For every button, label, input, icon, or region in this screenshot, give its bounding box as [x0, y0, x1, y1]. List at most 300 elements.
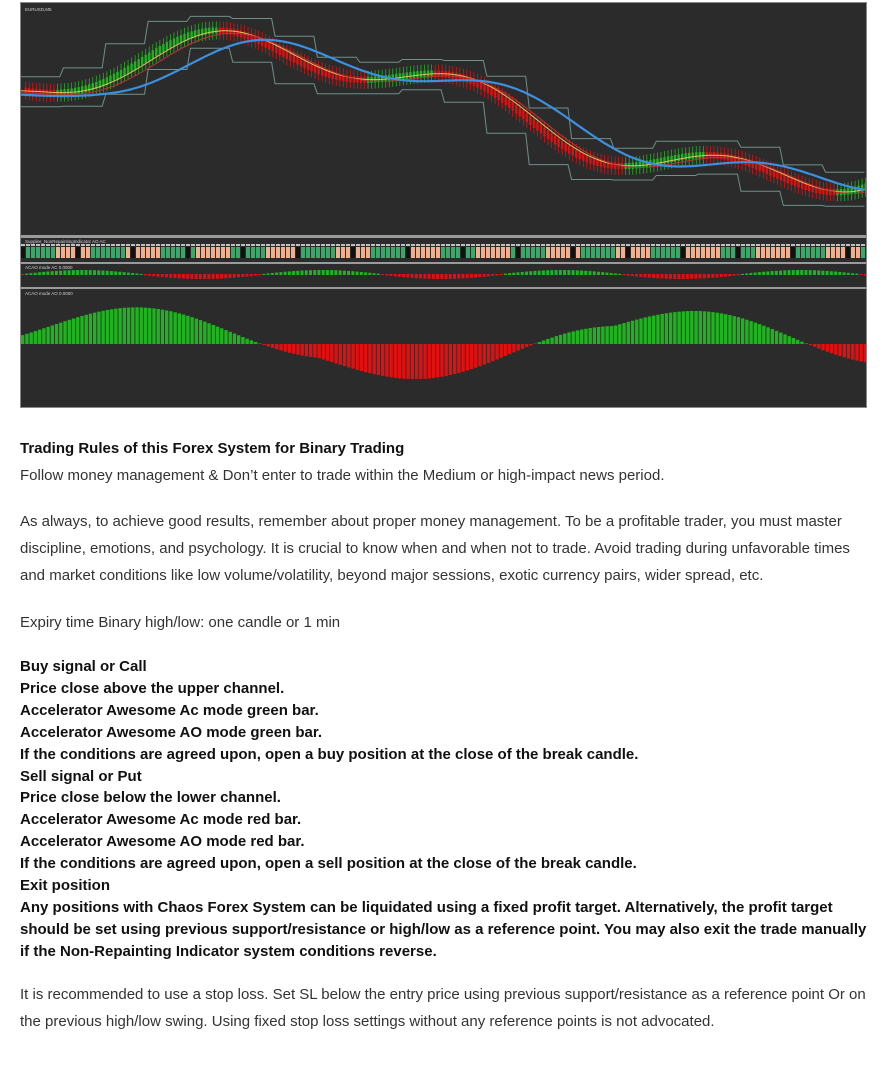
indicator-bar [671, 247, 675, 258]
ao-bar [89, 314, 92, 344]
indicator-bar-cap [541, 244, 545, 246]
indicator-bar [136, 247, 140, 258]
candle-body [515, 105, 517, 114]
ao-bar [309, 344, 312, 357]
indicator-bar [636, 247, 640, 258]
indicator-bar [56, 247, 60, 258]
ac-bar [220, 274, 223, 278]
candle-body [293, 55, 295, 63]
ao-bar [758, 324, 761, 344]
ao-bar [864, 344, 867, 362]
ao-bar [720, 313, 723, 344]
rule-buy-open: If the conditions are agreed upon, open a buy position at the close of the break candle. [20, 745, 639, 763]
ac-bar [377, 274, 380, 275]
ac-bar [639, 274, 642, 277]
candle-body [557, 138, 559, 146]
ac-bar [224, 274, 227, 278]
candle-body [173, 38, 175, 46]
indicator-bar-cap [846, 244, 850, 246]
ac-bar [398, 274, 401, 277]
ac-bar [445, 274, 448, 279]
candle-body [307, 62, 309, 70]
ao-bar [118, 308, 121, 344]
ao-bar [373, 344, 376, 374]
ao-bar [686, 311, 689, 344]
ao-bar [203, 322, 206, 344]
indicator-bar-cap [771, 244, 775, 246]
ao-bar [614, 325, 617, 344]
ao-bar [432, 344, 435, 378]
indicator-bar [786, 247, 790, 258]
ac-bar [504, 274, 507, 275]
ac-bar [245, 274, 248, 277]
candle-body [490, 87, 492, 95]
ac-bar [542, 270, 545, 275]
ao-bar [445, 344, 448, 376]
rule-sell-ac: Accelerator Awesome Ac mode red bar. [20, 811, 302, 829]
indicator-bar-cap [221, 244, 225, 246]
indicator-bar-cap [231, 244, 235, 246]
candle-body [660, 158, 662, 165]
indicator-bar [116, 247, 120, 258]
indicator-bar [631, 247, 635, 258]
candle-body [42, 89, 44, 95]
ac-bar [804, 270, 807, 275]
ao-bar [555, 336, 558, 344]
ac-bar [279, 272, 282, 275]
ac-bar [157, 274, 160, 277]
ac-bar [635, 274, 638, 277]
indicator-bar [81, 247, 85, 258]
ao-bar [313, 344, 316, 358]
ac-bar [809, 270, 812, 275]
candle-body [420, 71, 422, 77]
indicator-bar [106, 247, 110, 258]
ac-bar [851, 273, 854, 275]
ao-bar [656, 315, 659, 344]
indicator-bar [266, 247, 270, 258]
candle-body [282, 49, 284, 57]
indicator-bar [276, 247, 280, 258]
candle-body [406, 72, 408, 78]
indicator-bar [666, 247, 670, 258]
candle-body [864, 183, 866, 190]
ao-bar [288, 344, 291, 353]
indicator-bar [26, 247, 30, 258]
indicator-bar [36, 247, 40, 258]
ao-bar [483, 344, 486, 365]
indicator-bar [651, 247, 655, 258]
ac-bar [68, 270, 71, 275]
ac-bar [614, 273, 617, 275]
ac-bar [588, 271, 591, 275]
rule-exit-text: Any positions with Chaos Forex System can be liquidated using a fixed profit target. Alternatively, the profit target should be set using previous support/resistance or high/low as a reference point. You may also exit the trade manually if the Non-Repainting Indicator system conditions reverse. [20, 898, 867, 960]
indicator-bar [611, 247, 615, 258]
indicator-bar [561, 247, 565, 258]
candle-body [423, 71, 425, 77]
ao-bar [59, 323, 62, 344]
ac-bar [178, 274, 181, 278]
ac-bar [309, 270, 312, 275]
indicator-bar [536, 247, 540, 258]
candle-body [229, 28, 231, 35]
candle-body [504, 97, 506, 106]
candle-body [289, 53, 291, 61]
ac-bar [428, 274, 431, 279]
indicator-bar [156, 247, 160, 258]
indicator-bar-cap [686, 244, 690, 246]
indicator-bar-cap [391, 244, 395, 246]
ao-bar [301, 344, 304, 356]
ao-bar [267, 344, 270, 347]
ac-bar [364, 272, 367, 275]
indicator-bar-cap [126, 244, 130, 246]
ac-bar [775, 271, 778, 275]
ac-bar [406, 274, 409, 278]
indicator-bar-cap [476, 244, 480, 246]
rule-sell-heading: Sell signal or Put [20, 767, 142, 785]
ac-bar [322, 270, 325, 275]
indicator-bar [716, 247, 720, 258]
indicator-bar [501, 247, 505, 258]
candle-body [540, 125, 542, 134]
indicator-bar-cap [191, 244, 195, 246]
ac-bar [487, 274, 490, 276]
ao-bar [576, 330, 579, 344]
candle-body [286, 51, 288, 59]
ac-bar [21, 274, 24, 275]
indicator-bar-cap [136, 244, 140, 246]
ao-bar [500, 344, 503, 358]
indicator-bar-cap [356, 244, 360, 246]
candle-body [303, 60, 305, 68]
rule-exit-heading: Exit position [20, 877, 110, 895]
indicator-bar [21, 247, 25, 258]
follow-paragraph: Follow money management & Don’t enter to trade within the Medium or high-impact news period. [20, 467, 665, 484]
indicator-bar [176, 247, 180, 258]
ao-bar [157, 309, 160, 344]
ao-bar [296, 344, 299, 355]
ac-bar [423, 274, 426, 279]
chart-background [21, 3, 867, 408]
indicator-bar-cap [216, 244, 220, 246]
indicator-bar-cap [211, 244, 215, 246]
ac-bar [610, 273, 613, 275]
ao-bar [652, 316, 655, 344]
indicator-bar-cap [416, 244, 420, 246]
ao-bar [419, 344, 422, 379]
indicator-bar-cap [826, 244, 830, 246]
candle-body [692, 153, 694, 159]
indicator-bar-cap [666, 244, 670, 246]
ao-bar [127, 308, 130, 344]
ao-bar [749, 321, 752, 344]
indicator-bar [771, 247, 775, 258]
indicator-bar [731, 247, 735, 258]
candle-body [448, 71, 450, 78]
ac-bar [830, 271, 833, 275]
indicator-bar-cap [486, 244, 490, 246]
ao-bar [398, 344, 401, 378]
candle-body [663, 157, 665, 164]
ac-bar [860, 274, 863, 275]
expiry-paragraph: Expiry time Binary high/low: one candle or 1 min [20, 614, 341, 631]
ao-bar [779, 333, 782, 344]
indicator-bar [361, 247, 365, 258]
indicator-bar [756, 247, 760, 258]
indicator-bar [531, 247, 535, 258]
indicator-bar [826, 247, 830, 258]
indicator-bar [456, 247, 460, 258]
ac-bar [140, 274, 143, 275]
indicator-bar [491, 247, 495, 258]
indicator-bar [796, 247, 800, 258]
indicator-bar [96, 247, 100, 258]
indicator-bar [386, 247, 390, 258]
indicator-bar-cap [711, 244, 715, 246]
candle-body [176, 37, 178, 45]
indicator-bar [101, 247, 105, 258]
ao-bar [631, 321, 634, 344]
ac-panel-label: ACAO mode AC 0.0000 [25, 265, 73, 270]
indicator-bar [76, 247, 80, 258]
ao-bar [644, 317, 647, 344]
rule-sell-open: If the conditions are agreed upon, open a sell position at the close of the break candle. [20, 855, 637, 873]
indicator-bar [866, 247, 867, 258]
indicator-bar [736, 247, 740, 258]
ac-bar [347, 271, 350, 275]
ao-bar [635, 320, 638, 344]
indicator-bar-cap [581, 244, 585, 246]
indicator-bar [141, 247, 145, 258]
rule-buy-channel: Price close above the upper channel. [20, 679, 285, 697]
indicator-bar-cap [611, 244, 615, 246]
indicator-bar-cap [41, 244, 45, 246]
indicator-bar [811, 247, 815, 258]
candle-body [684, 153, 686, 160]
ac-bar [161, 274, 164, 277]
indicator-bar [221, 247, 225, 258]
indicator-bar-cap [366, 244, 370, 246]
ac-bar [584, 271, 587, 275]
indicator-bar-cap [411, 244, 415, 246]
indicator-bar [396, 247, 400, 258]
candle-body [159, 46, 161, 54]
rules-list [20, 656, 870, 963]
ao-bar [809, 344, 812, 345]
ac-bar [339, 270, 342, 275]
indicator-bar [371, 247, 375, 258]
ao-bar [123, 308, 126, 344]
indicator-bar [441, 247, 445, 258]
ao-bar [402, 344, 405, 379]
ao-bar [843, 344, 846, 357]
indicator-bar [236, 247, 240, 258]
ao-bar [588, 328, 591, 344]
ao-bar [233, 334, 236, 344]
ac-bar [123, 272, 126, 275]
ao-bar [838, 344, 841, 356]
ac-bar [847, 273, 850, 275]
ac-bar [334, 270, 337, 275]
ac-bar [516, 272, 519, 275]
ao-bar [512, 344, 515, 352]
ac-bar [182, 274, 185, 279]
indicator-bar-cap [481, 244, 485, 246]
indicator-bar [566, 247, 570, 258]
ao-bar [250, 340, 253, 344]
ao-bar [449, 344, 452, 375]
ac-bar [627, 274, 630, 276]
ac-bar [394, 274, 397, 276]
indicator-bar-cap [386, 244, 390, 246]
ao-bar [804, 343, 807, 344]
indicator-bar [381, 247, 385, 258]
indicator-bar [516, 247, 520, 258]
ao-bar [648, 316, 651, 344]
candle-body [508, 99, 510, 108]
indicator-bar-cap [556, 244, 560, 246]
ac-bar [478, 274, 481, 277]
indicator-bar-cap [621, 244, 625, 246]
ao-bar [29, 332, 32, 344]
indicator-bar-cap [491, 244, 495, 246]
ao-bar [436, 344, 439, 377]
indicator-bar-cap [716, 244, 720, 246]
indicator-bar [681, 247, 685, 258]
indicator-bar-cap [396, 244, 400, 246]
indicator-bar [696, 247, 700, 258]
ao-bar [411, 344, 414, 379]
ac-bar [29, 273, 32, 275]
ao-bar [457, 344, 460, 373]
candle-body [564, 143, 566, 151]
ao-bar [271, 344, 274, 348]
ao-bar [284, 344, 287, 352]
indicator-bar [326, 247, 330, 258]
indicator-bar-cap [341, 244, 345, 246]
indicator-bar-cap [651, 244, 655, 246]
indicator-bar-cap [276, 244, 280, 246]
indicator-bar-cap [31, 244, 35, 246]
discipline-paragraph: As always, to achieve good results, remember about proper money management. To be a profitable trader, you must master discipline, emotions, and psychology. It is crucial to know when and when not to trade. Avoid trading during unfavorable times and market conditions like low volume/volatility, beyond major sessions, exotic currency pairs, wider spread, etc. [20, 513, 850, 584]
indicator-bar [306, 247, 310, 258]
indicator-bar-cap [71, 244, 75, 246]
indicator-bar [146, 247, 150, 258]
ac-bar [254, 274, 257, 276]
ac-bar [817, 270, 820, 275]
indicator-bar [741, 247, 745, 258]
indicator-bar-cap [256, 244, 260, 246]
indicator-bar [41, 247, 45, 258]
candle-body [674, 155, 676, 162]
indicator-bar [251, 247, 255, 258]
indicator-bar [166, 247, 170, 258]
indicator-bar-cap [56, 244, 60, 246]
indicator-bar-cap [586, 244, 590, 246]
indicator-bar [196, 247, 200, 258]
ao-bar [694, 311, 697, 344]
indicator-bar-cap [381, 244, 385, 246]
ao-bar [440, 344, 443, 377]
indicator-bar [596, 247, 600, 258]
ao-bar [521, 344, 524, 349]
indicator-bar-cap [431, 244, 435, 246]
ac-bar [783, 270, 786, 275]
candle-body [296, 57, 298, 65]
ao-bar [639, 318, 642, 344]
ac-bar [152, 274, 155, 276]
indicator-bar-cap [636, 244, 640, 246]
indicator-bar [416, 247, 420, 258]
ao-bar [68, 320, 71, 344]
ao-bar [737, 317, 740, 344]
indicator-bar [426, 247, 430, 258]
ac-bar [233, 274, 236, 278]
candle-body [409, 72, 411, 78]
ac-bar [758, 272, 761, 275]
candle-body [130, 64, 132, 72]
indicator-bar [486, 247, 490, 258]
indicator-bar [751, 247, 755, 258]
ac-bar [267, 273, 270, 275]
ac-bar [792, 270, 795, 275]
ac-bar [317, 270, 320, 275]
indicator-bar-cap [331, 244, 335, 246]
ao-bar [597, 327, 600, 344]
ao-bar [377, 344, 380, 375]
ao-bar [317, 344, 320, 358]
ac-bar [508, 273, 511, 275]
indicator-bar-cap [371, 244, 375, 246]
ao-bar [821, 344, 824, 350]
indicator-bar-cap [436, 244, 440, 246]
indicator-bar-cap [81, 244, 85, 246]
indicator-bar [541, 247, 545, 258]
candle-body [533, 119, 535, 128]
ac-bar [737, 274, 740, 275]
ac-bar [101, 271, 104, 275]
indicator-bar-cap [806, 244, 810, 246]
ac-bar [466, 274, 469, 278]
indicator-bar-cap [311, 244, 315, 246]
ao-bar [783, 334, 786, 344]
ao-bar [851, 344, 854, 360]
candle-body [39, 89, 41, 95]
indicator-bar-cap [201, 244, 205, 246]
ac-bar [593, 271, 596, 275]
indicator-bar [706, 247, 710, 258]
ac-bar [381, 274, 384, 275]
indicator-bar [511, 247, 515, 258]
ac-bar [500, 274, 503, 275]
ao-bar [330, 344, 333, 362]
ac-bar [85, 270, 88, 275]
indicator-bar [526, 247, 530, 258]
indicator-bar-cap [511, 244, 515, 246]
ao-bar [80, 316, 83, 344]
ac-bar [677, 274, 680, 279]
ac-bar [173, 274, 176, 278]
indicator-bar-cap [471, 244, 475, 246]
indicator-bar-cap [91, 244, 95, 246]
ac-bar [415, 274, 418, 278]
indicator-bar [291, 247, 295, 258]
indicator-bar [186, 247, 190, 258]
ac-bar [732, 274, 735, 276]
candle-body [554, 136, 556, 145]
ac-bar [495, 274, 498, 275]
